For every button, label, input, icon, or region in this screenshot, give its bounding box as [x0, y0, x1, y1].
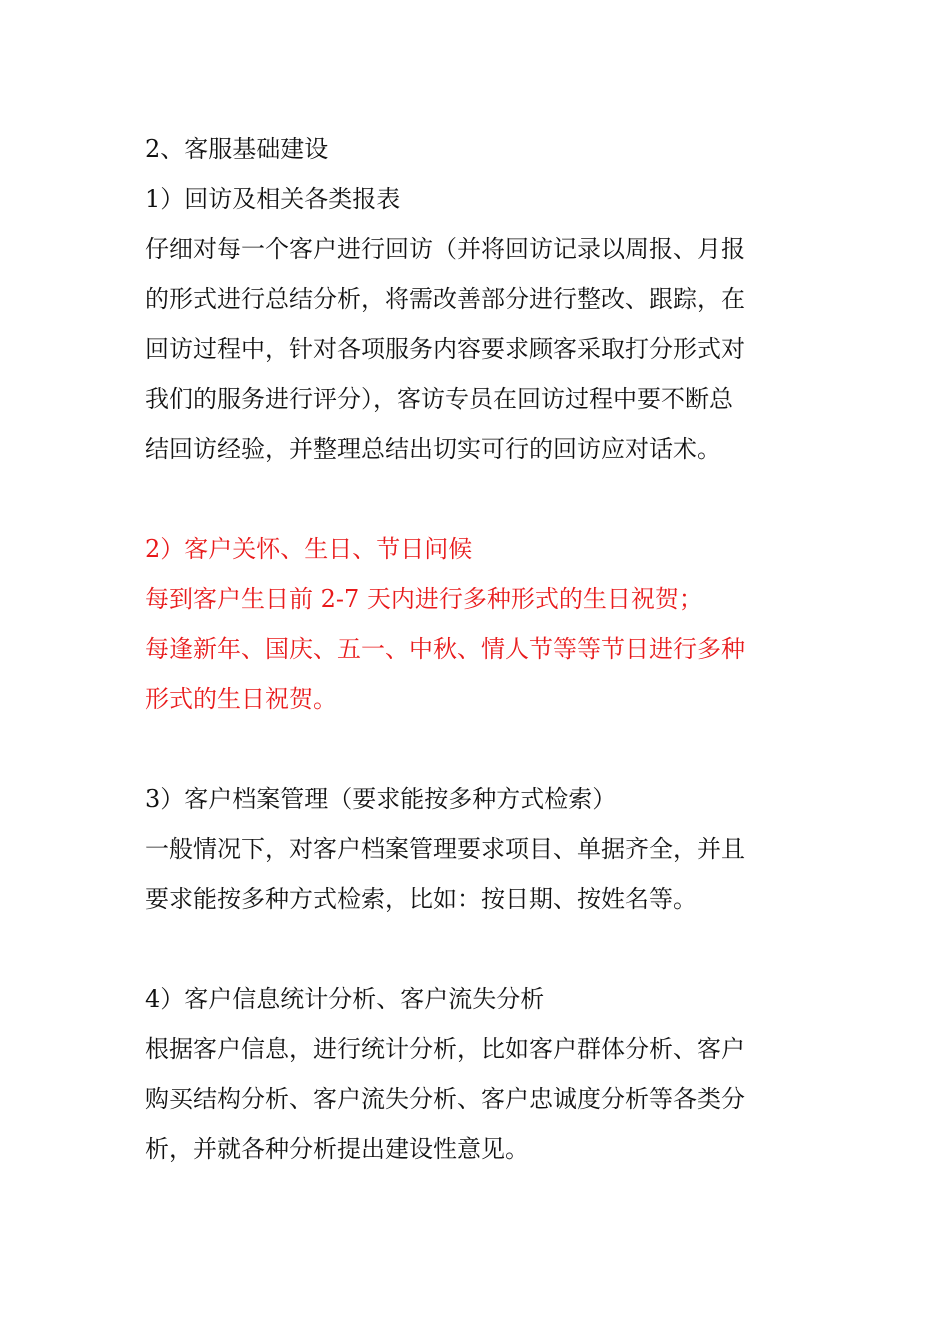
item3-heading: 3）客户档案管理（要求能按多种方式检索） — [145, 785, 617, 813]
item1-line-5: 结回访经验，并整理总结出切实可行的回访应对话术。 — [145, 435, 721, 463]
item4-line-2: 购买结构分析、客户流失分析、客户忠诚度分析等各类分 — [145, 1085, 745, 1113]
item3-line-1: 一般情况下，对客户档案管理要求项目、单据齐全，并且 — [145, 835, 745, 863]
item1-line-2: 的形式进行总结分析，将需改善部分进行整改、跟踪，在 — [145, 285, 745, 313]
item4-line-3: 析，并就各种分析提出建设性意见。 — [145, 1135, 529, 1163]
item1-heading: 1）回访及相关各类报表 — [145, 185, 401, 213]
item2-line-3: 形式的生日祝贺。 — [145, 685, 337, 713]
item4-heading: 4）客户信息统计分析、客户流失分析 — [145, 985, 545, 1013]
item2-line-1: 每到客户生日前 2-7 天内进行多种形式的生日祝贺； — [145, 585, 703, 613]
section-title: 2、客服基础建设 — [145, 135, 329, 163]
paragraph-gap — [145, 474, 810, 524]
item3-line-2: 要求能按多种方式检索，比如：按日期、按姓名等。 — [145, 885, 697, 913]
paragraph-gap — [145, 724, 810, 774]
item1-line-4: 我们的服务进行评分），客访专员在回访过程中要不断总 — [145, 385, 733, 413]
item4-line-1: 根据客户信息，进行统计分析，比如客户群体分析、客户 — [145, 1035, 745, 1063]
document-body — [145, 124, 810, 1174]
item2-line-2: 每逢新年、国庆、五一、中秋、情人节等等节日进行多种 — [145, 635, 745, 663]
paragraph-gap — [145, 924, 810, 974]
item1-line-3: 回访过程中，针对各项服务内容要求顾客采取打分形式对 — [145, 335, 745, 363]
item2-heading: 2）客户关怀、生日、节日问候 — [145, 535, 473, 563]
item1-line-1: 仔细对每一个客户进行回访（并将回访记录以周报、月报 — [145, 235, 745, 263]
